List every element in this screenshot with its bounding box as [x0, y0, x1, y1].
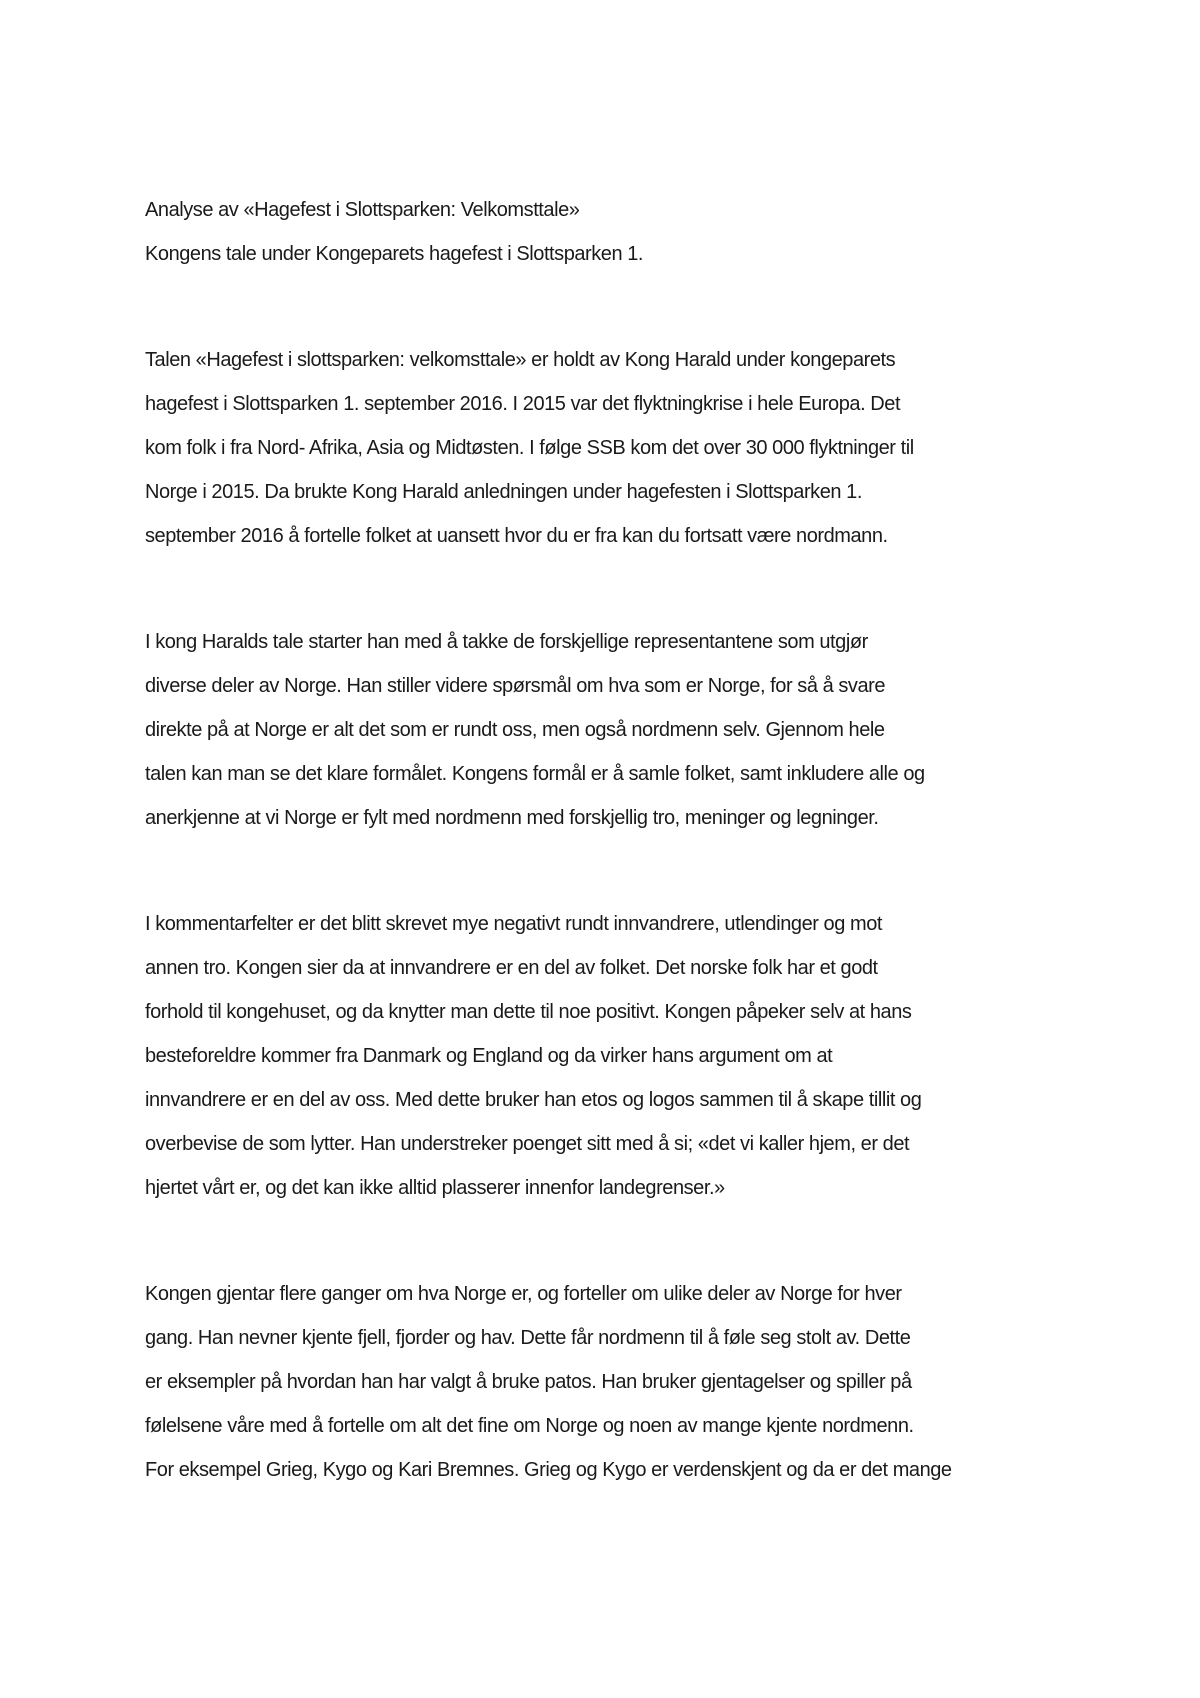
paragraph-line: besteforeldre kommer fra Danmark og England og da virker hans argument om at — [145, 1045, 833, 1067]
paragraph-line: forhold til kongehuset, og da knytter man dette til noe positivt. Kongen påpeker selv at hans — [145, 1001, 912, 1023]
paragraph-line: diverse deler av Norge. Han stiller videre spørsmål om hva som er Norge, for så å svare — [145, 675, 886, 697]
paragraph-line: I kong Haralds tale starter han med å takke de forskjellige representantene som utgjør — [145, 631, 868, 653]
paragraph-line: Talen «Hagefest i slottsparken: velkomsttale» er holdt av Kong Harald under kongeparets — [145, 349, 896, 371]
paragraph-line: kom folk i fra Nord- Afrika, Asia og Midtøsten. I følge SSB kom det over 30 000 flyktninger til — [145, 437, 914, 459]
paragraph-line: er eksempler på hvordan han har valgt å bruke patos. Han bruker gjentagelser og spiller på — [145, 1371, 912, 1393]
paragraph-line: talen kan man se det klare formålet. Kongens formål er å samle folket, samt inkludere alle og — [145, 763, 925, 785]
paragraph-line: hjertet vårt er, og det kan ikke alltid plasserer innenfor landegrenser.» — [145, 1177, 725, 1199]
document-title: Analyse av «Hagefest i Slottsparken: Velkomsttale» — [145, 199, 580, 221]
paragraph-line: følelsene våre med å fortelle om alt det fine om Norge og noen av mange kjente nordmenn. — [145, 1415, 914, 1437]
paragraph-line: I kommentarfelter er det blitt skrevet mye negativt rundt innvandrere, utlendinger og mot — [145, 913, 883, 935]
document-subtitle: Kongens tale under Kongeparets hagefest i Slottsparken 1. — [145, 243, 644, 265]
paragraph-3 — [145, 912, 1075, 1200]
paragraph-4 — [145, 1282, 1075, 1482]
paragraph-1 — [145, 348, 1075, 548]
paragraph-line: For eksempel Grieg, Kygo og Kari Bremnes. Grieg og Kygo er verdenskjent og da er det mange — [145, 1459, 952, 1481]
paragraph-line: Norge i 2015. Da brukte Kong Harald anledningen under hagefesten i Slottsparken 1. — [145, 481, 862, 503]
paragraph-line: overbevise de som lytter. Han understreker poenget sitt med å si; «det vi kaller hjem, er det — [145, 1133, 910, 1155]
paragraph-line: hagefest i Slottsparken 1. september 2016. I 2015 var det flyktningkrise i hele Europa. Det — [145, 393, 901, 415]
paragraph-line: annen tro. Kongen sier da at innvandrere er en del av folket. Det norske folk har et godt — [145, 957, 878, 979]
paragraph-line: Kongen gjentar flere ganger om hva Norge er, og forteller om ulike deler av Norge for hver — [145, 1283, 902, 1305]
paragraph-2 — [145, 630, 1075, 830]
paragraph-line: september 2016 å fortelle folket at uansett hvor du er fra kan du fortsatt være nordmann. — [145, 525, 888, 547]
paragraph-line: gang. Han nevner kjente fjell, fjorder og hav. Dette får nordmenn til å føle seg stolt av. Dette — [145, 1327, 911, 1349]
paragraph-line: anerkjenne at vi Norge er fylt med nordmenn med forskjellig tro, meninger og legninger. — [145, 807, 879, 829]
paragraph-line: innvandrere er en del av oss. Med dette bruker han etos og logos sammen til å skape tillit og — [145, 1089, 922, 1111]
document-body — [145, 198, 1075, 1482]
paragraph-line: direkte på at Norge er alt det som er rundt oss, men også nordmenn selv. Gjennom hele — [145, 719, 885, 741]
